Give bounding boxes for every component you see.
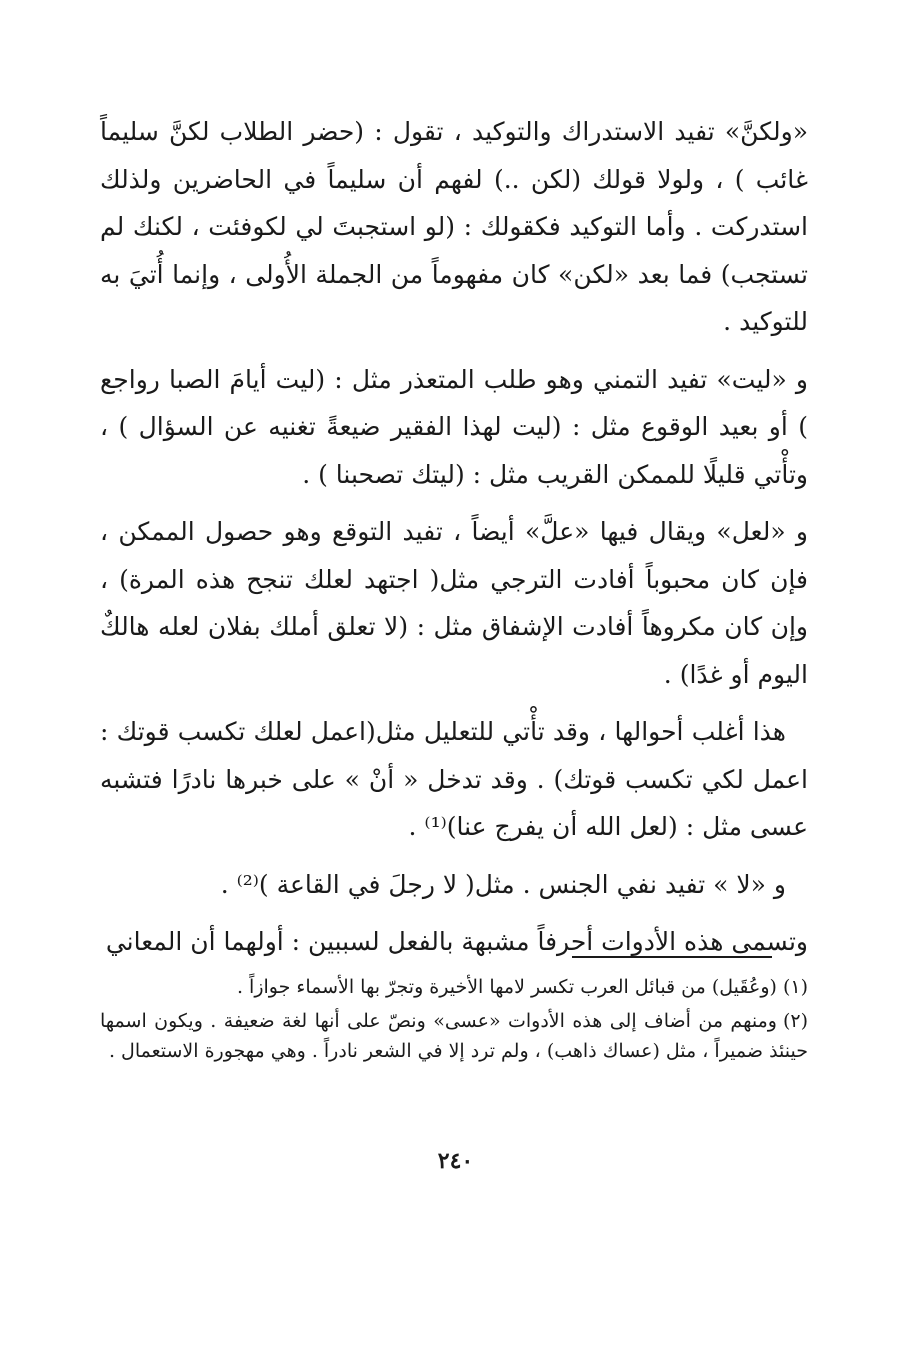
page-number: ٢٤٠ — [437, 1148, 474, 1174]
footnotes — [100, 972, 808, 1070]
paragraph-lakinna: «ولكنَّ» تفيد الاستدراك والتوكيد ، تقول : (حضر الطلاب لكنَّ سليماً غائب ) ، ولولا قولك (لكن ..) لفهم أن سليماً في الحاضرين ولذلك استدركت . وأما التوكيد فكقولك : (لو استجبتَ لي لكوفئت ، لكنك لم تستجب) فما بعد «لكن» كان مفهوماً من الجملة الأُولى ، وإنما أُتيَ به للتوكيد . — [100, 117, 808, 336]
main-text — [100, 108, 808, 976]
footnote-2 — [100, 1006, 808, 1066]
paragraph-layta: و «ليت» تفيد التمني وهو طلب المتعذر مثل : (ليت أيامَ الصبا رواجع ) أو بعيد الوقوع مثل : (ليت لهذا الفقير ضيعةً تغنيه عن السؤال ) ، وتأْتي قليلًا للممكن القريب مثل : (ليتك تصحبنا ) . — [100, 364, 808, 489]
footnote-1 — [100, 972, 808, 1002]
paragraph-laalla-usage: هذا أغلب أحوالها ، وقد تأْتي للتعليل مثل(اعمل لعلك تكسب قوتك : اعمل لكي تكسب قوتك) . وقد تدخل « أنْ » على خبرها نادرًا فتشبه عسى مثل : (لعل الله أن يفرج عنا)⁽¹⁾ . — [100, 717, 808, 841]
footnote-number: (١) — [782, 976, 808, 998]
paragraph-la-nafiya: و «لا » تفيد نفي الجنس . مثل( لا رجلَ في القاعة )⁽²⁾ . — [220, 869, 786, 899]
footnote-text: (وعُقَيل) من قبائل العرب تكسر لامها الأخيرة وتجرّ بها الأسماء جوازاً . — [236, 976, 777, 998]
paragraph-laalla: و «لعل» ويقال فيها «علَّ» أيضاً ، تفيد التوقع وهو حصول الممكن ، فإن كان محبوباً أفادت الترجي مثل( اجتهد لعلك تنجح هذه المرة) ، وإن كان مكروهاً أفادت الإشفاق مثل : (لا تعلق أملك بفلان لعله هالكٌ اليوم أو غدًا) . — [100, 517, 808, 689]
footnote-divider — [572, 956, 772, 958]
paragraph-naming: وتسمى هذه الأدوات أحرفاً مشبهة بالفعل لسببين : أولهما أن المعاني — [105, 927, 808, 956]
footnote-number: (٢) — [782, 1010, 808, 1032]
footnote-text: ومنهم من أضاف إلى هذه الأدوات «عسى» ونصّ على أنها لغة ضعيفة . ويكون اسمها حينئذ ضميراً ، مثل (عساك ذاهب) ، ولم ترد إلا في الشعر نادراً . وهي مهجورة الاستعمال . — [100, 1010, 808, 1062]
